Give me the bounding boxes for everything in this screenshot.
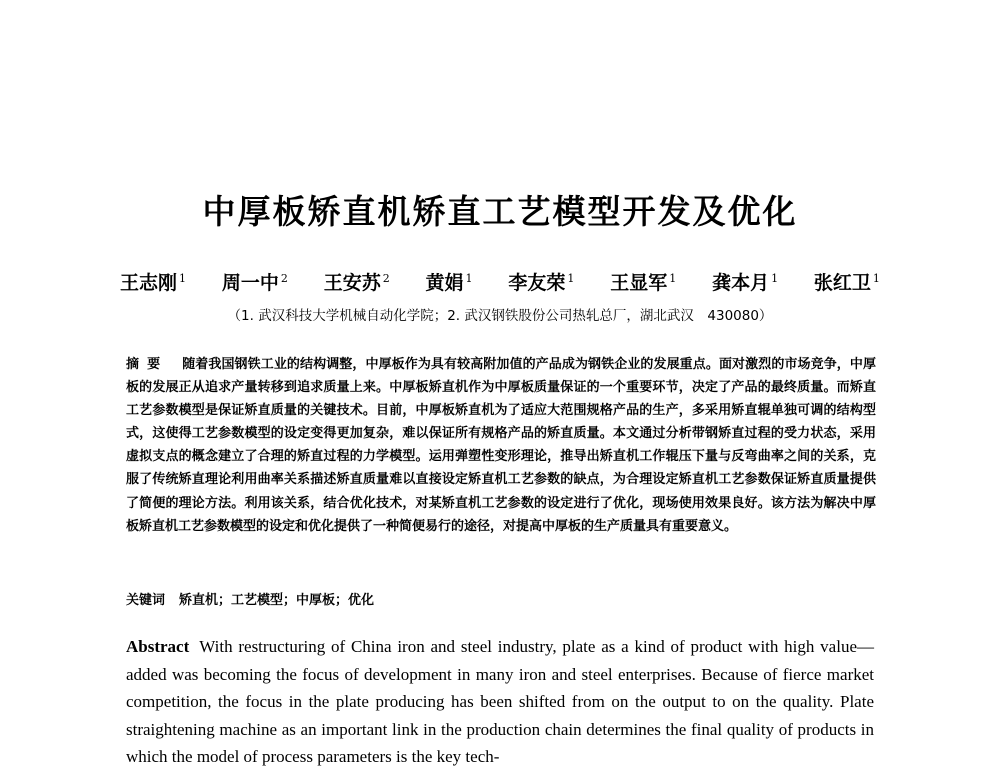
- author: [508, 268, 574, 295]
- author-name: 黄娟: [425, 272, 464, 294]
- author: [712, 268, 778, 295]
- author-affil-mark: 2: [382, 271, 390, 285]
- author-affil-mark: 1: [567, 271, 575, 285]
- author-affil-mark: 1: [669, 271, 677, 285]
- paper-title: 中厚板矫直机矫直工艺模型开发及优化: [202, 192, 798, 231]
- author: [324, 268, 390, 295]
- author-list: [120, 268, 880, 295]
- author-affil-mark: 2: [280, 271, 288, 285]
- author-name: 王安苏: [323, 272, 381, 294]
- abstract-label: 摘要: [126, 357, 169, 372]
- author: [120, 268, 186, 295]
- author-affil-mark: 1: [179, 271, 187, 285]
- abstract-text: With restructuring of China iron and steel industry, plate as a kind of product with high value—added was becoming the focus of development in many iron and steel enterprises. Because of fierce market competition, the focus in the plate producing has been shifted from on the output to on the quality. Plate straightening machine as an important link in the production chain determines the final quality of products in which the model of process parameters is the key tech-: [126, 637, 874, 766]
- english-abstract: [126, 633, 874, 771]
- keywords-text: 矫直机；工艺模型；中厚板；优化: [179, 593, 375, 608]
- chinese-abstract: [126, 353, 876, 538]
- author-affil-mark: 1: [771, 271, 779, 285]
- author-affil-mark: 1: [465, 271, 473, 285]
- affiliation: （1. 武汉科技大学机械自动化学院；2. 武汉钢铁股份公司热轧总厂，湖北武汉 430080）: [227, 308, 773, 324]
- author: [610, 268, 676, 295]
- author-affil-mark: 1: [872, 271, 880, 285]
- author-name: 王显军: [610, 272, 668, 294]
- author-name: 李友荣: [508, 272, 566, 294]
- author-name: 周一中: [221, 272, 279, 294]
- keywords: [126, 589, 374, 608]
- author-name: 王志刚: [120, 272, 178, 294]
- author-name: 张红卫: [813, 272, 871, 294]
- abstract-text: 随着我国钢铁工业的结构调整，中厚板作为具有较高附加值的产品成为钢铁企业的发展重点。面对激烈的市场竞争，中厚板的发展正从追求产量转移到追求质量上来。中厚板矫直机作为中厚板质量保证的一个重要环节，决定了产品的最终质量。而矫直工艺参数模型是保证矫直质量的关键技术。目前，中厚板矫直机为了适应大范围规格产品的生产，多采用矫直辊单独可调的结构型式，这使得工艺参数模型的设定变得更加复杂，难以保证所有规格产品的矫直质量。本文通过分析带钢矫直过程的受力状态，采用虚拟支点的概念建立了合理的矫直过程的力学模型。运用弹塑性变形理论，推导出矫直机工作辊压下量与反弯曲率之间的关系，克服了传统矫直理论利用曲率关系描述矫直质量难以直接设定矫直机工艺参数的缺点，为合理设定矫直机工艺参数保证矫直质量提供了简便的理论方法。利用该关系，结合优化技术，对某矫直机工艺参数的设定进行了优化，现场使用效果良好。该方法为解决中厚板矫直机工艺参数模型的设定和优化提供了一种简便易行的途径，对提高中厚板的生产质量具有重要意义。: [126, 357, 876, 534]
- author: [222, 268, 288, 295]
- abstract-label: Abstract: [126, 637, 190, 656]
- author: [814, 268, 880, 295]
- keywords-label: 关键词: [126, 593, 166, 608]
- author-name: 龚本月: [712, 272, 770, 294]
- author: [426, 268, 473, 295]
